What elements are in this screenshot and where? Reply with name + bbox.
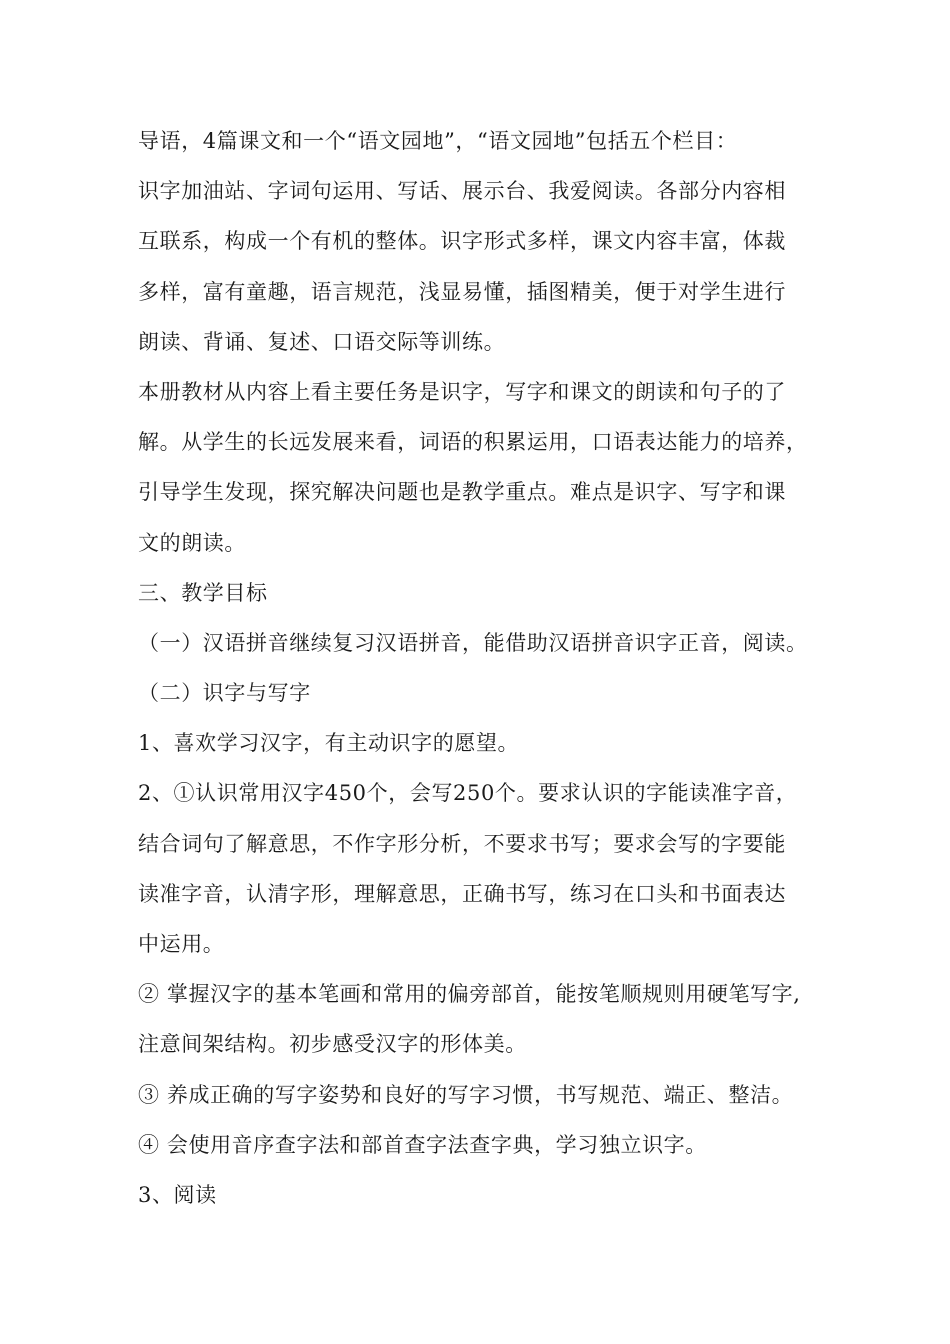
text-line: 本册教材从内容上看主要任务是识字，写字和课文的朗读和句子的了 <box>138 379 786 404</box>
text-line: 注意间架结构。初步感受汉字的形体美。 <box>138 1032 527 1057</box>
document-body <box>138 116 838 1220</box>
text-line: 文的朗读。 <box>138 530 246 555</box>
text-line: 互联系，构成一个有机的整体。识字形式多样，课文内容丰富，体裁 <box>138 229 786 254</box>
text-line: 引导学生发现，探究解决问题也是教学重点。难点是识字、写字和课 <box>138 480 786 505</box>
text-line: 朗读、背诵、复述、口语交际等训练。 <box>138 329 506 354</box>
text-line: （一）汉语拼音继续复习汉语拼音，能借助汉语拼音识字正音，阅读。 <box>138 630 808 655</box>
list-item: 2、①认识常用汉字450个，会写250个。要求认识的字能读准字音， <box>138 781 798 806</box>
text-line: 读准字音，认清字形，理解意思，正确书写，练习在口头和书面表达 <box>138 881 786 906</box>
text-line: 识字加油站、字词句运用、写话、展示台、我爱阅读。各部分内容相 <box>138 179 786 204</box>
subsection-heading: （二）识字与写字 <box>138 681 311 706</box>
text-line: 解。从学生的长远发展来看，词语的积累运用，口语表达能力的培养， <box>138 430 808 455</box>
text-line: 导语，4篇课文和一个“语文园地”，“语文园地”包括五个栏目： <box>138 129 738 153</box>
list-item: ④ 会使用音序查字法和部首查字法查字典，学习独立识字。 <box>138 1132 707 1157</box>
text-line: 多样，富有童趣，语言规范，浅显易懂，插图精美，便于对学生进行 <box>138 279 786 304</box>
list-item: ③ 养成正确的写字姿势和良好的写字习惯，书写规范、端正、整洁。 <box>138 1082 794 1107</box>
list-item: 3、阅读 <box>138 1182 217 1207</box>
list-item: ② 掌握汉字的基本笔画和常用的偏旁部首，能按笔顺规则用硬笔写字, <box>138 982 801 1007</box>
text-line: 中运用。 <box>138 932 225 956</box>
text-line: 结合词句了解意思，不作字形分析，不要求书写；要求会写的字要能 <box>138 831 786 856</box>
list-item: 1、喜欢学习汉字，有主动识字的愿望。 <box>138 731 520 756</box>
section-heading: 三、教学目标 <box>138 580 268 605</box>
